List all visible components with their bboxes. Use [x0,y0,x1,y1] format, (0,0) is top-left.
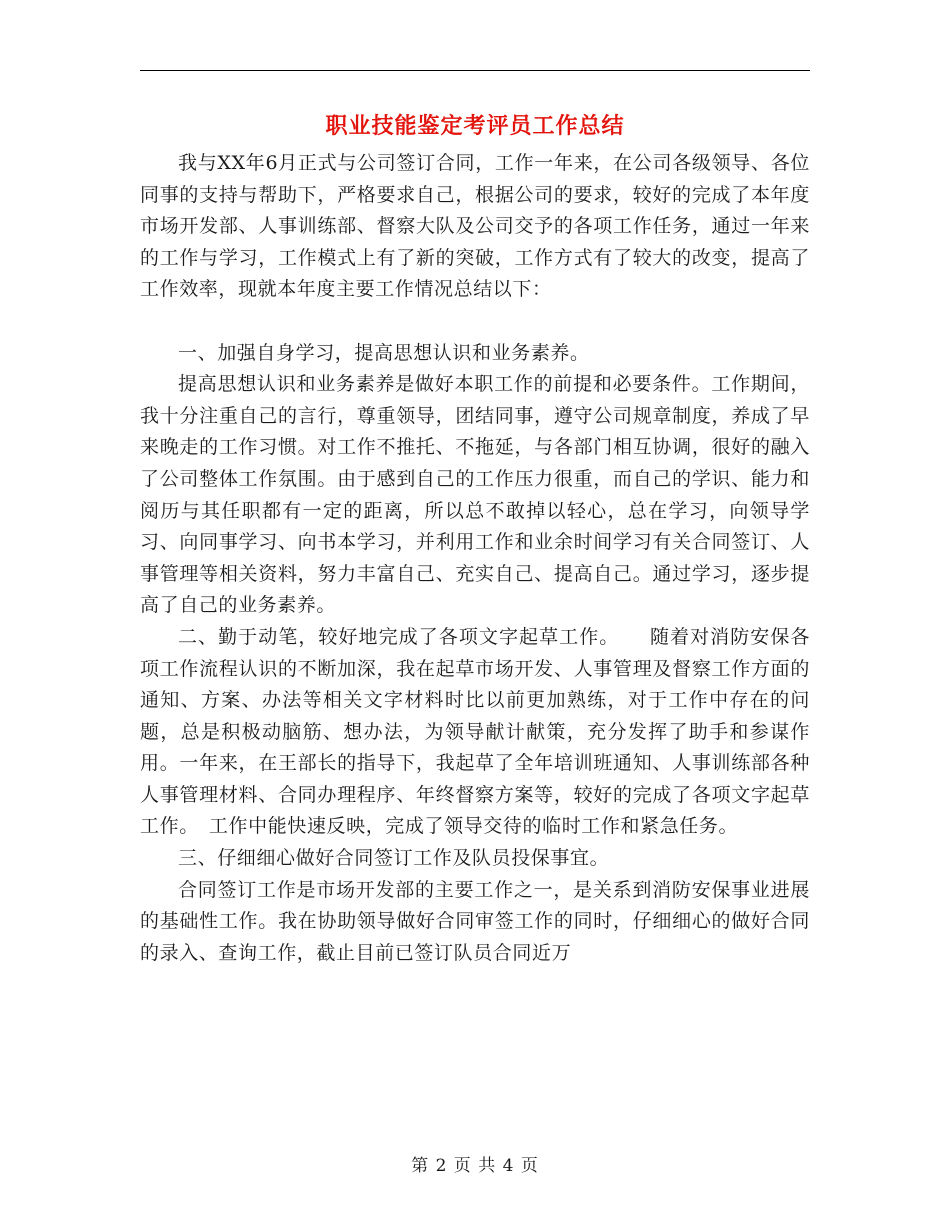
paragraph-spacer [140,306,810,338]
document-body [140,148,810,969]
section-heading-1: 一、加强自身学习，提高思想认识和业务素养。 [178,341,590,364]
header-rule [140,70,810,71]
paragraph-section-3: 合同签订工作是市场开发部的主要工作之一，是关系到消防安保事业进展的基础性工作。我在协助领导做好合同审签工作的同时，仔细细心的做好合同的录入、查询工作，截止目前已签订队员合同近万 [140,878,810,964]
page-number-footer: 第 2 页 共 4 页 [411,1156,539,1176]
paragraph-section-1: 提高思想认识和业务素养是做好本职工作的前提和必要条件。工作期间，我十分注重自己的言行，尊重领导，团结同事，遵守公司规章制度，养成了早来晚走的工作习惯。对工作不推托、不拖延，与各部门相互协调，很好的融入了公司整体工作氛围。由于感到自己的工作压力很重，而自己的学识、能力和阅历与其任职都有一定的距离，所以总不敢掉以轻心，总在学习，向领导学习、向同事学习、向书本学习，并利用工作和业余时间学习有关合同签订、人事管理等相关资料，努力丰富自己、充实自己、提高自己。通过学习，逐步提高了自己的业务素养。 [140,373,810,617]
paragraph-intro: 我与XX年6月正式与公司签订合同，工作一年来，在公司各级领导、各位同事的支持与帮助下，严格要求自己，根据公司的要求，较好的完成了本年度市场开发部、人事训练部、督察大队及公司交予的各项工作任务，通过一年来的工作与学习，工作模式上有了新的突破，工作方式有了较大的改变，提高了工作效率，现就本年度主要工作情况总结以下： [140,152,810,301]
document-title: 职业技能鉴定考评员工作总结 [325,114,625,139]
paragraph-section-2: 二、勤于动笔，较好地完成了各项文字起草工作。 随着对消防安保各项工作流程认识的不断加深，我在起草市场开发、人事管理及督察工作方面的通知、方案、办法等相关文字材料时比以前更加熟练，对于工作中存在的问题，总是积极动脑筋、想办法，为领导献计献策，充分发挥了助手和参谋作用。一年来，在王部长的指导下，我起草了全年培训班通知、人事训练部各种人事管理材料、合同办理程序、年终督察方案等，较好的完成了各项文字起草工作。 工作中能快速反映，完成了领导交待的临时工作和紧急任务。 [140,625,810,838]
section-heading-3: 三、仔细细心做好合同签订工作及队员投保事宜。 [178,847,610,870]
